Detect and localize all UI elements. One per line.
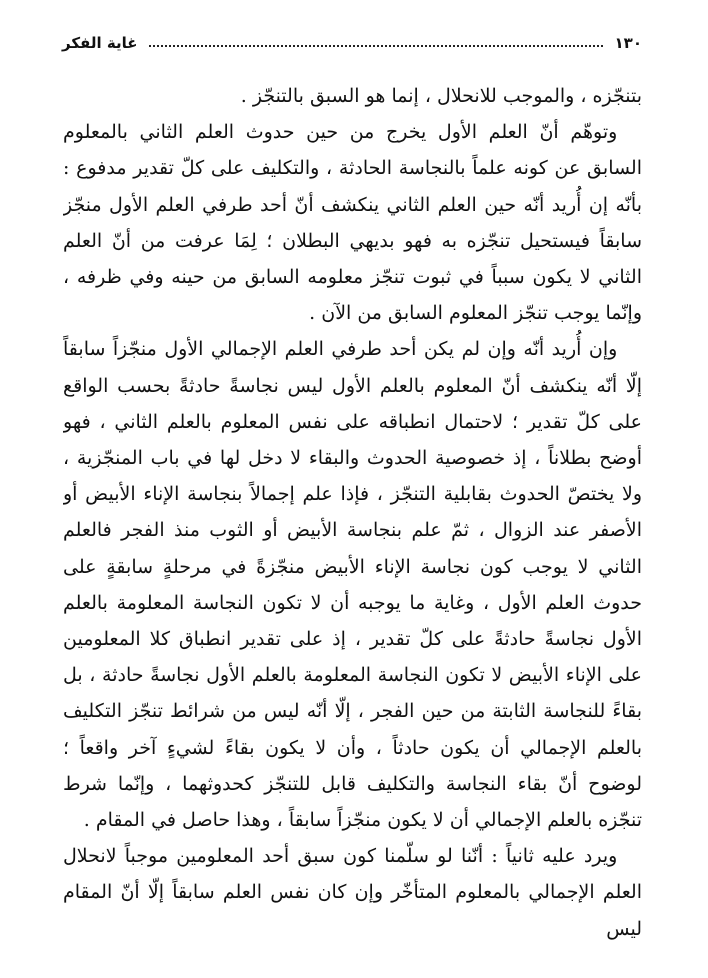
body-text [63, 78, 642, 978]
page-number: ١٣٠ [614, 34, 642, 52]
book-title: غاية الفكر [62, 34, 138, 52]
paragraph-3: وإن أُريد أنّه وإن لم يكن أحد طرفي العلم الإجمالي الأول منجّزاً سابقاً إلّا أنّه ينكشف أنّ المعلوم بالعلم الأول ليس نجاسةً حادثةً بحسب الواقع على كلّ تقدير ؛ لاحتمال انطباقه على نفس المعلوم بالعلم الثاني ، فهو أوضح بطلاناً ، إذ خصوصية الحدوث والبقاء لا دخل لها في باب المنجّزية ، ولا يختصّ الحدوث بقابلية التنجّز ، فإذا علم إجمالاً بنجاسة الإناء الأبيض أو الأصفر عند الزوال ، ثمّ علم بنجاسة الأبيض أو الثوب منذ الفجر فالعلم الثاني لا يوجب كون نجاسة الإناء الأبيض منجّزةً في مرحلةٍ سابقةٍ على حدوث العلم الأول ، وغاية ما يوجبه أن لا تكون النجاسة المعلومة بالعلم الأول نجاسةً حادثةً على كلّ تقدير ، إذ على تقدير انطباق كلا المعلومين على الإناء الأبيض لا تكون النجاسة المعلومة بالعلم الأول نجاسةً حادثة ، بل بقاءً للنجاسة الثابتة من حين الفجر ، إلّا أنّه ليس من شرائط تنجّز التكليف بالعلم الإجمالي أن يكون حادثاً ، وأن لا يكون بقاءً لشيءٍ آخر واقعاً ؛ لوضوح أنّ بقاء النجاسة والتكليف قابل للتنجّز كحدوثهما ، وإنّما شرط تنجّزه بالعلم الإجمالي أن لا يكون منجّزاً سابقاً ، وهذا حاصل في المقام . [63, 338, 642, 832]
page-header [62, 30, 642, 56]
paragraph-4: ويرد عليه ثانياً : أنّنا لو سلّمنا كون سبق أحد المعلومين موجباً لانحلال العلم الإجمالي بالمعلوم المتأخّر وإن كان نفس العلم سابقاً إلّا أنّ المقام ليس [63, 845, 642, 940]
dotted-leader [149, 35, 602, 47]
paragraph-2: وتوهّم أنّ العلم الأول يخرج من حين حدوث العلم الثاني بالمعلوم السابق عن كونه علماً بالنجاسة الحادثة ، والتكليف على كلّ تقدير مدفوع : بأنّه إن أُريد أنّه حين العلم الثاني ينكشف أنّ أحد طرفي العلم الأول منجّز سابقاً فيستحيل تنجّزه به فهو بديهي البطلان ؛ لِمَا عرفت من أنّ العلم الثاني لا يكون سبباً في ثبوت تنجّز معلومه السابق من حينه وفي ظرفه ، وإنّما يوجب تنجّز المعلوم السابق من الآن . [63, 121, 642, 325]
paragraph-1: بتنجّزه ، والموجب للانحلال ، إنما هو السبق بالتنجّز . [240, 85, 642, 107]
